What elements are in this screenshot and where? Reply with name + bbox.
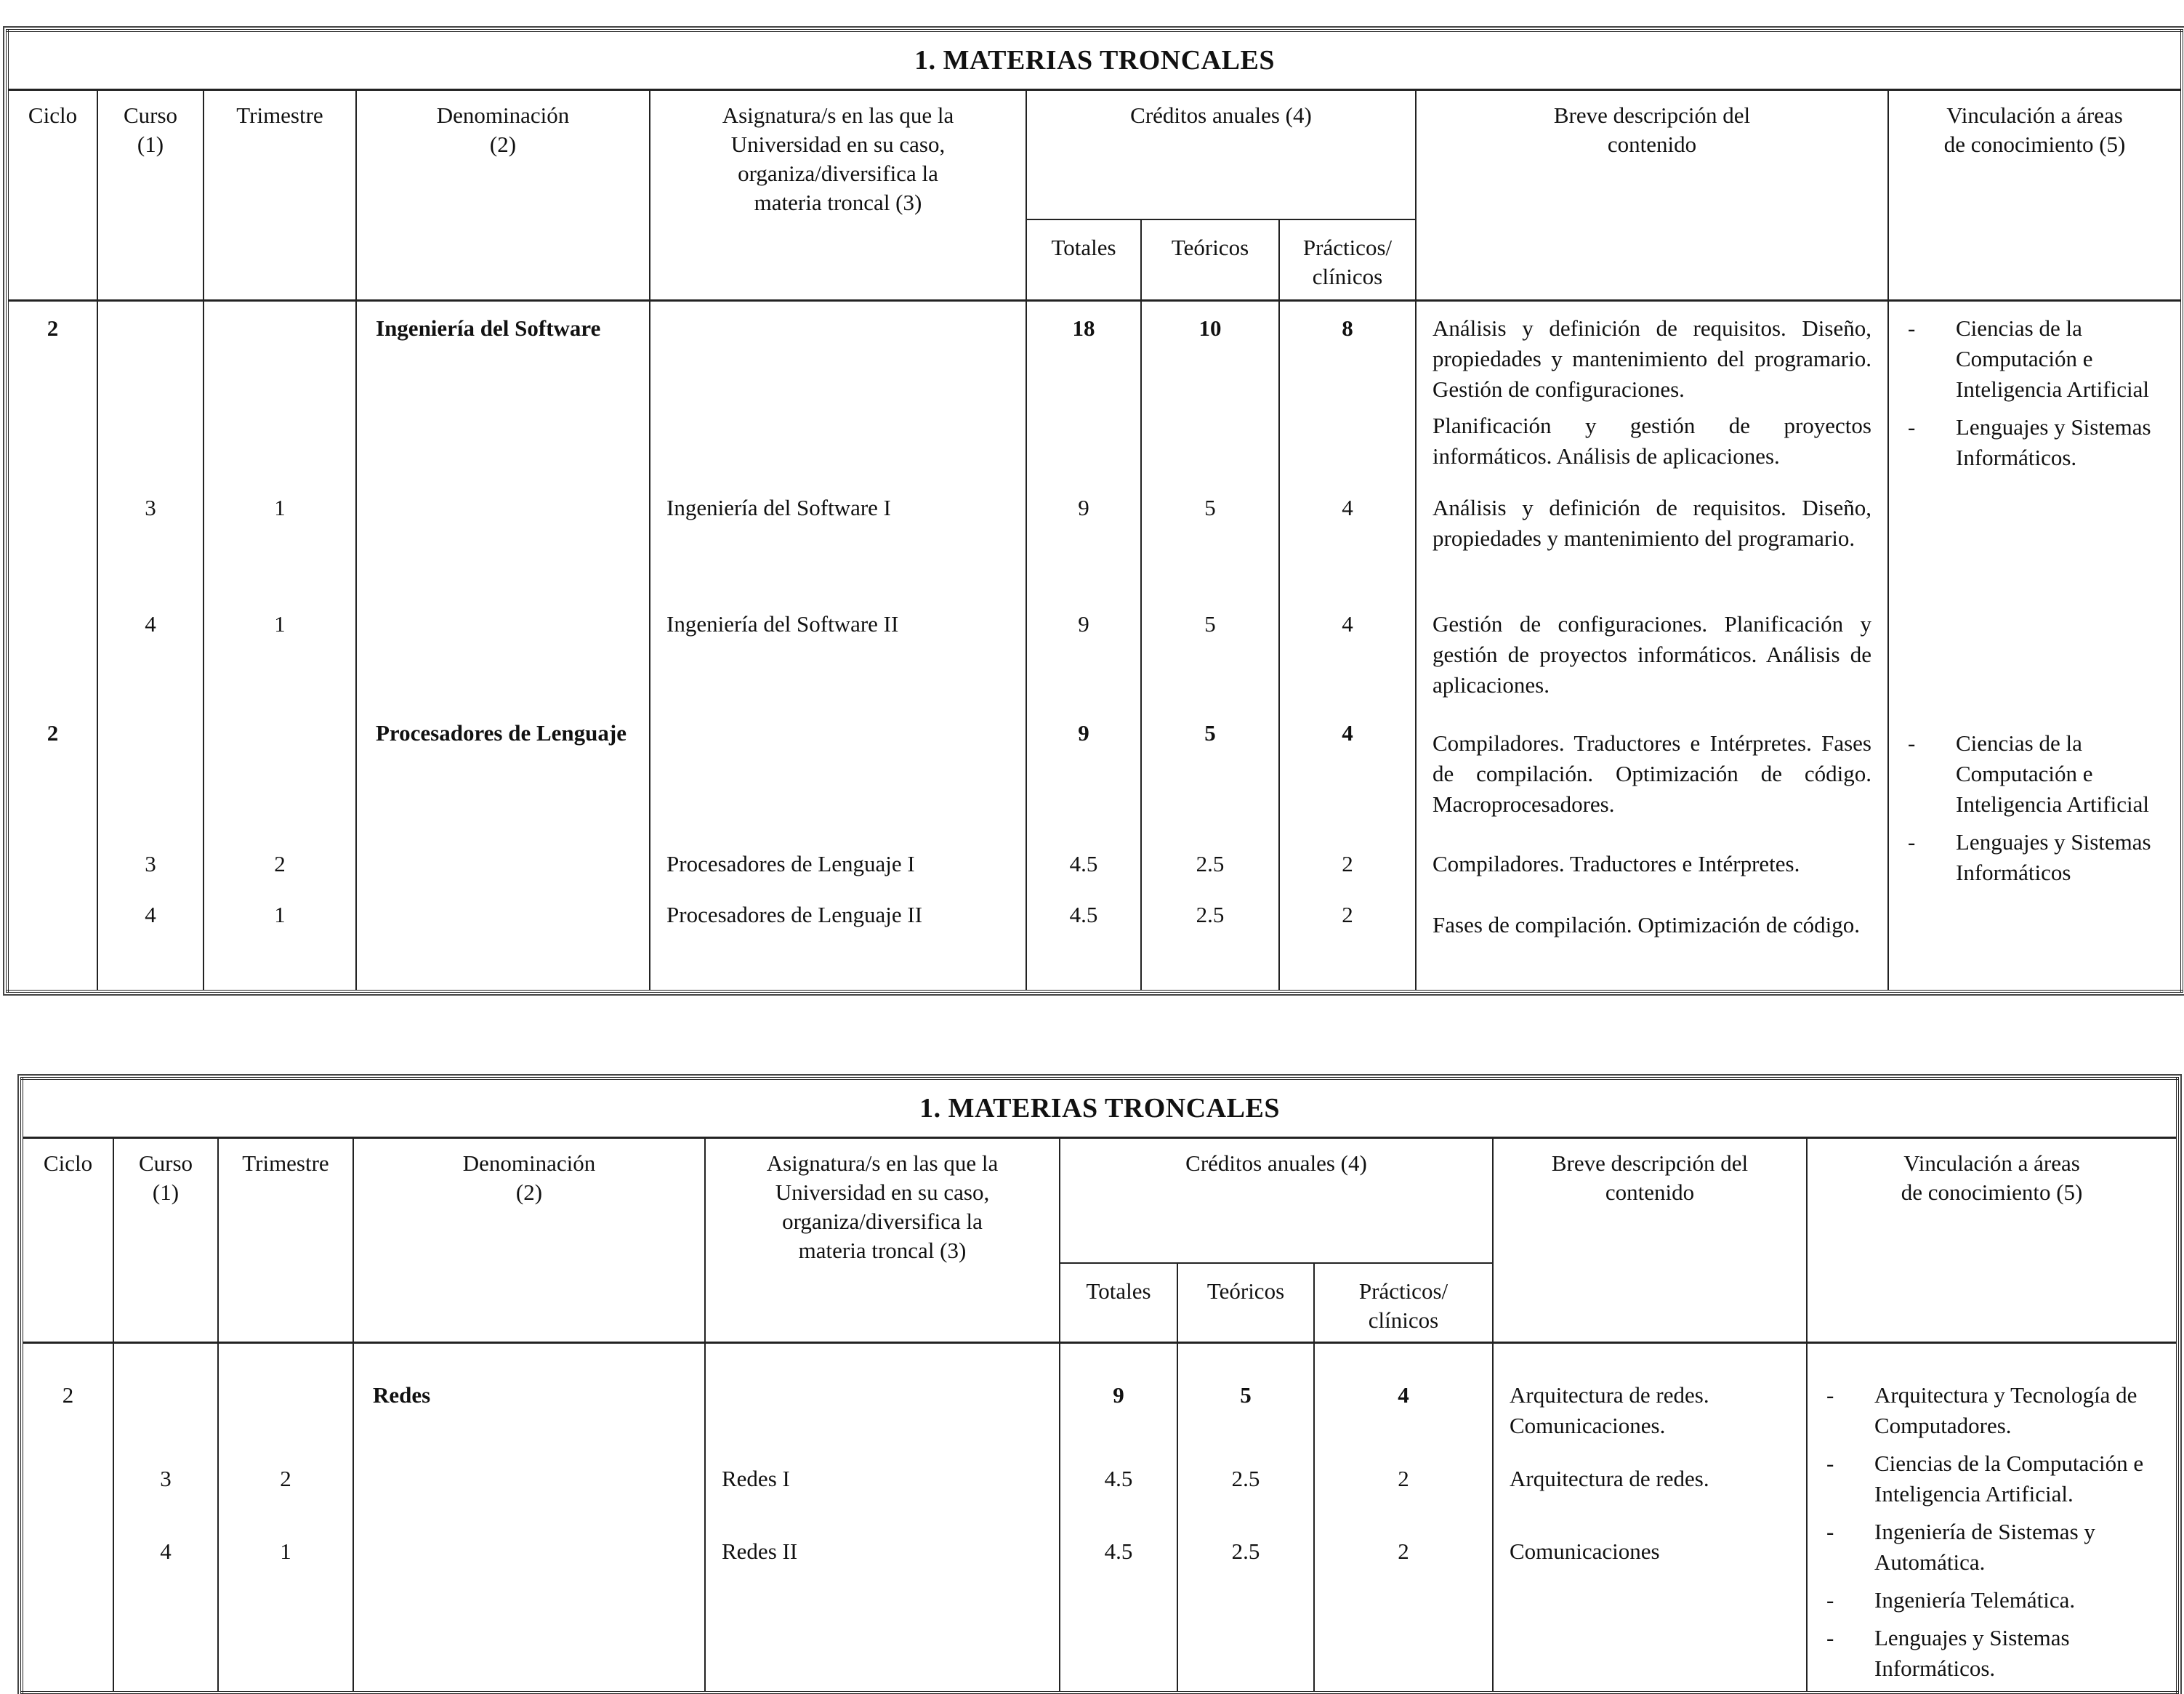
cell-curso: 4 (113, 1525, 218, 1693)
cell-totales: 4.5 (1026, 888, 1141, 992)
materias-troncales-table-2 (20, 1077, 2179, 1694)
header-trimestre: Trimestre (218, 1138, 353, 1343)
table-row (7, 301, 2182, 481)
cell-vinculacion (1888, 301, 2182, 706)
descripcion-paragraph: Arquitectura de redes. (1510, 1465, 1709, 1491)
table-row (7, 706, 2182, 837)
cell-practicos: 2 (1314, 1452, 1493, 1525)
cell-teoricos: 2.5 (1141, 888, 1279, 992)
table-row (7, 597, 2182, 706)
cell-teoricos: 2.5 (1177, 1452, 1314, 1525)
cell-denominacion: Ingeniería del Software (356, 301, 650, 481)
header-practicos: Prácticos/ clínicos (1279, 219, 1416, 301)
cell-curso: 3 (97, 481, 204, 597)
descripcion-paragraph: Compiladores. Traductores e Intérpretes. Fases de compilación. Optimización de código. Macroprocesadores. (1433, 730, 1871, 817)
cell-totales: 4.5 (1060, 1452, 1177, 1525)
area-item: - Ingeniería de Sistemas y Automática. (1816, 1517, 2169, 1578)
cell-denominacion (356, 888, 650, 992)
cell-asignatura: Ingeniería del Software II (650, 597, 1026, 706)
cell-descripcion (1416, 888, 1888, 992)
cell-teoricos: 2.5 (1141, 837, 1279, 888)
cell-totales: 9 (1026, 481, 1141, 597)
materias-troncales-table-1 (6, 29, 2183, 993)
cell-teoricos: 5 (1177, 1343, 1314, 1452)
cell-totales: 4.5 (1026, 837, 1141, 888)
cell-curso: 3 (97, 837, 204, 888)
cell-trimestre (218, 1343, 353, 1452)
area-list (1889, 313, 2180, 473)
cell-teoricos: 2.5 (1177, 1525, 1314, 1693)
cell-denominacion (353, 1452, 705, 1525)
header-denominacion: Denominación (2) (356, 90, 650, 301)
cell-teoricos: 10 (1141, 301, 1279, 481)
cell-descripcion (1416, 481, 1888, 597)
header-asignaturas: Asignatura/s en las que la Universidad en su caso, organiza/diversifica la materia troncal (3) (705, 1138, 1060, 1343)
cell-trimestre: 1 (204, 888, 356, 992)
area-item: - Lenguajes y Sistemas Informáticos (1898, 827, 2173, 888)
cell-totales: 9 (1026, 706, 1141, 837)
cell-descripcion (1416, 706, 1888, 837)
cell-asignatura: Procesadores de Lenguaje II (650, 888, 1026, 992)
area-item: - Ciencias de la Computación e Inteligencia Artificial (1898, 728, 2173, 820)
header-ciclo: Ciclo (7, 90, 97, 301)
cell-teoricos: 5 (1141, 481, 1279, 597)
cell-denominacion (356, 597, 650, 706)
cell-trimestre: 2 (204, 837, 356, 888)
descripcion-paragraph: Compiladores. Traductores e Intérpretes. (1433, 850, 1800, 876)
cell-asignatura (650, 706, 1026, 837)
cell-practicos: 4 (1279, 597, 1416, 706)
table-title: 1. MATERIAS TRONCALES (7, 31, 2182, 90)
cell-ciclo: 2 (7, 706, 97, 837)
cell-descripcion (1416, 597, 1888, 706)
cell-practicos: 8 (1279, 301, 1416, 481)
header-descripcion: Breve descripción del contenido (1493, 1138, 1807, 1343)
cell-descripcion (1493, 1452, 1807, 1525)
cell-asignatura (705, 1343, 1060, 1452)
cell-asignatura: Redes II (705, 1525, 1060, 1693)
cell-denominacion (356, 481, 650, 597)
cell-trimestre (204, 706, 356, 837)
cell-ciclo (7, 888, 97, 992)
header-vinculacion: Vinculación a áreas de conocimiento (5) (1807, 1138, 2177, 1343)
cell-totales: 9 (1060, 1343, 1177, 1452)
header-curso: Curso (1) (97, 90, 204, 301)
cell-trimestre: 1 (218, 1525, 353, 1693)
cell-curso (113, 1343, 218, 1452)
header-curso: Curso (1) (113, 1138, 218, 1343)
cell-trimestre: 1 (204, 481, 356, 597)
cell-practicos: 2 (1314, 1525, 1493, 1693)
header-teoricos: Teóricos (1177, 1263, 1314, 1343)
cell-ciclo: 2 (7, 301, 97, 481)
area-item: - Ciencias de la Computación e Inteligencia Artificial (1898, 313, 2173, 405)
table-row (7, 481, 2182, 597)
cell-ciclo (22, 1525, 113, 1693)
table-row (7, 888, 2182, 992)
header-denominacion: Denominación (2) (353, 1138, 705, 1343)
cell-asignatura (650, 301, 1026, 481)
header-descripcion: Breve descripción del contenido (1416, 90, 1888, 301)
cell-ciclo (7, 837, 97, 888)
cell-denominacion (356, 837, 650, 888)
cell-practicos: 2 (1279, 837, 1416, 888)
cell-denominacion (353, 1525, 705, 1693)
descripcion-paragraph: Arquitectura de redes. Comunicaciones. (1510, 1382, 1709, 1438)
cell-ciclo: 2 (22, 1343, 113, 1452)
cell-practicos: 4 (1314, 1343, 1493, 1452)
cell-practicos: 4 (1279, 706, 1416, 837)
cell-asignatura: Ingeniería del Software I (650, 481, 1026, 597)
cell-totales: 4.5 (1060, 1525, 1177, 1693)
cell-descripcion (1416, 837, 1888, 888)
cell-vinculacion (1888, 706, 2182, 992)
cell-denominacion: Procesadores de Lenguaje (356, 706, 650, 837)
header-totales: Totales (1026, 219, 1141, 301)
cell-descripcion (1416, 301, 1888, 481)
descripcion-paragraph: Planificación y gestión de proyectos informáticos. Análisis de aplicaciones. (1433, 413, 1871, 469)
header-practicos: Prácticos/ clínicos (1314, 1263, 1493, 1343)
cell-trimestre (204, 301, 356, 481)
area-list (1889, 728, 2180, 888)
cell-descripcion (1493, 1343, 1807, 1452)
header-asignaturas: Asignatura/s en las que la Universidad en su caso, organiza/diversifica la materia troncal (3) (650, 90, 1026, 301)
cell-descripcion (1493, 1525, 1807, 1693)
cell-totales: 9 (1026, 597, 1141, 706)
cell-curso: 3 (113, 1452, 218, 1525)
cell-ciclo (7, 481, 97, 597)
table-row (7, 837, 2182, 888)
header-trimestre: Trimestre (204, 90, 356, 301)
header-creditos: Créditos anuales (4) (1026, 90, 1416, 219)
cell-totales: 18 (1026, 301, 1141, 481)
descripcion-paragraph: Análisis y definición de requisitos. Diseño, propiedades y mantenimiento del programario. Gestión de configuraciones. (1433, 315, 1871, 402)
descripcion-paragraph: Análisis y definición de requisitos. Diseño, propiedades y mantenimiento del programario. (1433, 494, 1871, 551)
cell-trimestre: 1 (204, 597, 356, 706)
cell-asignatura: Procesadores de Lenguaje I (650, 837, 1026, 888)
cell-curso (97, 706, 204, 837)
header-totales: Totales (1060, 1263, 1177, 1343)
cell-practicos: 2 (1279, 888, 1416, 992)
descripcion-paragraph: Comunicaciones (1510, 1538, 1660, 1564)
cell-curso: 4 (97, 888, 204, 992)
header-teoricos: Teóricos (1141, 219, 1279, 301)
cell-curso (97, 301, 204, 481)
header-vinculacion: Vinculación a áreas de conocimiento (5) (1888, 90, 2182, 301)
descripcion-paragraph: Gestión de configuraciones. Planificación y gestión de proyectos informáticos. Análisis de aplicaciones. (1433, 610, 1871, 698)
area-item: - Ciencias de la Computación e Inteligencia Artificial. (1816, 1448, 2169, 1509)
cell-asignatura: Redes I (705, 1452, 1060, 1525)
cell-teoricos: 5 (1141, 597, 1279, 706)
header-creditos: Créditos anuales (4) (1060, 1138, 1493, 1263)
cell-ciclo (22, 1452, 113, 1525)
area-item: - Lenguajes y Sistemas Informáticos. (1816, 1623, 2169, 1684)
cell-ciclo (7, 597, 97, 706)
cell-curso: 4 (97, 597, 204, 706)
header-ciclo: Ciclo (22, 1138, 113, 1343)
area-item: - Arquitectura y Tecnología de Computadores. (1816, 1380, 2169, 1441)
area-item: - Lenguajes y Sistemas Informáticos. (1898, 412, 2173, 473)
cell-vinculacion (1807, 1343, 2177, 1693)
table-row (22, 1343, 2177, 1452)
cell-trimestre: 2 (218, 1452, 353, 1525)
table-title: 1. MATERIAS TRONCALES (22, 1078, 2177, 1138)
descripcion-paragraph: Fases de compilación. Optimización de código. (1433, 911, 1860, 937)
cell-denominacion: Redes (353, 1343, 705, 1452)
area-item: - Ingeniería Telemática. (1816, 1585, 2169, 1616)
area-list (1808, 1380, 2176, 1684)
cell-practicos: 4 (1279, 481, 1416, 597)
cell-teoricos: 5 (1141, 706, 1279, 837)
